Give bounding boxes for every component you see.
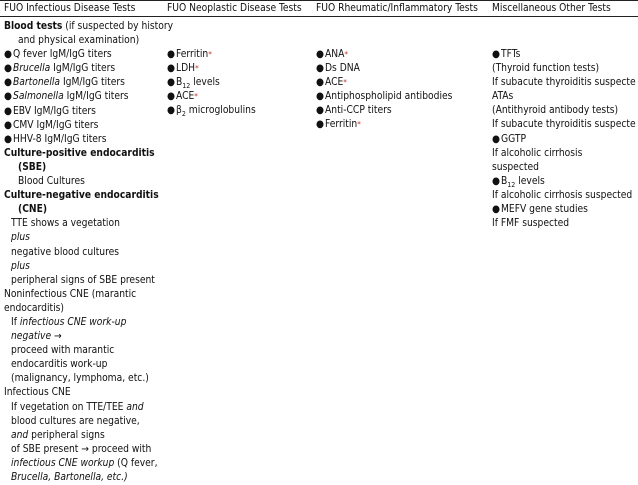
list-item: If alcoholic cirrhosis [492,147,583,159]
list-item: (Antithyroid antibody tests) [492,105,619,117]
list-item: of SBE present → proceed with [11,443,152,455]
bullet-icon: ● [316,119,324,131]
list-item: If subacute thyroiditis suspecte [492,77,636,89]
list-item: proceed with marantic [11,345,115,357]
bullet-icon: ● [4,133,12,145]
bullet-icon: ● [492,204,500,216]
section-heading: Culture-negative endocarditis [4,190,159,202]
list-item: Blood tests (if suspected by history [4,21,174,32]
bullet-icon: ● [492,175,500,187]
list-item: ●MEFV gene studies [492,203,636,217]
bullet-icon: ● [4,119,12,131]
bullet-icon: ● [4,105,12,117]
list-item: ●TFTs [492,48,636,62]
list-item: ●Q fever IgM/IgG titers [4,48,173,62]
list-item: plus [11,260,30,272]
column-rheumatic [316,48,452,133]
bullet-icon: ● [4,77,12,89]
bullet-icon: ● [167,91,175,103]
bullet-icon: ● [316,105,324,117]
bullet-icon: ● [4,49,12,61]
section-heading: (CNE) [18,204,48,216]
list-item: ●Brucella IgM/IgG titers [4,62,173,76]
list-item: blood cultures are negative, [11,415,140,427]
bullet-icon: ● [316,77,324,89]
header-rule-bottom [0,16,638,17]
list-item: negative → [11,331,62,343]
list-item: Blood Cultures [18,176,85,188]
list-item: ●Bartonella IgM/IgG titers [4,76,173,90]
list-item: ●GGTP [492,133,636,147]
list-item: If vegetation on TTE/TEE and [11,401,144,413]
bullet-icon: ● [492,133,500,145]
list-item: ●HHV-8 IgM/IgG titers [4,133,173,147]
list-item: ●Ferritin* [167,48,256,62]
bullet-icon: ● [492,49,500,60]
list-item: If FMF suspected [492,218,570,230]
column-infectious [4,20,173,485]
header-rule-top [0,0,638,1]
header-miscellaneous: Miscellaneous Other Tests [492,3,611,14]
list-item: suspected [492,161,539,173]
list-item: Infectious CNE [4,387,71,399]
list-item: If subacute thyroiditis suspecte [492,119,636,131]
column-miscellaneous [492,48,636,231]
asterisk-mark: * [357,120,361,130]
bullet-icon: ● [316,63,324,75]
list-item: ●Antiphospholipid antibodies [316,90,452,104]
list-item: ATAs [492,91,514,103]
asterisk-mark: * [208,50,212,59]
section-heading: Culture-positive endocarditis [4,147,155,159]
header-neoplastic: FUO Neoplastic Disease Tests [167,3,302,14]
section-heading: (SBE) [18,161,47,173]
list-item: and peripheral signs [11,429,105,441]
bullet-icon: ● [4,63,12,75]
column-neoplastic [167,48,256,118]
asterisk-mark: * [195,64,199,74]
list-item: peripheral signs of SBE present [11,274,155,286]
list-item: ●Salmonella IgM/IgG titers [4,90,173,104]
list-item: $●\beta_2$ microglobulins [167,105,256,119]
bullet-icon: ● [4,91,12,103]
list-item: plus [11,232,30,244]
bullet-icon: ● [167,63,175,75]
list-item: ●Ferritin* [316,118,452,132]
list-item: endocarditis) [4,302,64,314]
list-item: ●Ds DNA [316,62,452,76]
list-item: negative blood cultures [11,246,120,258]
list-item: If alcoholic cirrhosis suspected [492,189,633,201]
list-item: ●Anti-CCP titers [316,104,452,118]
list-item: ●CMV IgM/IgG titers [4,119,173,133]
bullet-icon: ● [167,49,175,60]
list-item: and physical examination) [18,35,140,47]
header-infectious: FUO Infectious Disease Tests [4,3,136,14]
bullet-icon: ● [316,49,324,60]
list-item: $●B_{12}$ levels [167,77,220,91]
list-item: ●EBV IgM/IgG titers [4,105,173,119]
list-item: $●B_{12}$ levels [492,175,545,189]
asterisk-mark: * [343,78,347,88]
asterisk-mark: * [344,50,348,59]
list-item: infectious CNE workup (Q fever, [11,457,158,469]
bullet-icon: ● [167,105,175,117]
list-item: ●LDH* [167,62,256,76]
asterisk-mark: * [194,92,198,102]
list-item: (Thyroid function tests) [492,63,600,75]
list-item: Noninfectious CNE (marantic [4,288,137,300]
list-item: ●ANA* [316,48,452,62]
list-item: ●ACE* [316,76,452,90]
header-rheumatic: FUO Rheumatic/Inflammatory Tests [316,3,478,14]
bullet-icon: ● [316,91,324,103]
list-item: If infectious CNE work-up [11,316,127,328]
list-item: endocarditis work-up [11,359,108,371]
list-item: TTE shows a vegetation [11,218,120,230]
list-item: (malignancy, lymphoma, etc.) [11,373,149,385]
list-item: ●ACE* [167,90,256,104]
bullet-icon: ● [167,77,175,89]
list-item: Brucella, Bartonella, etc.) [11,472,128,483]
